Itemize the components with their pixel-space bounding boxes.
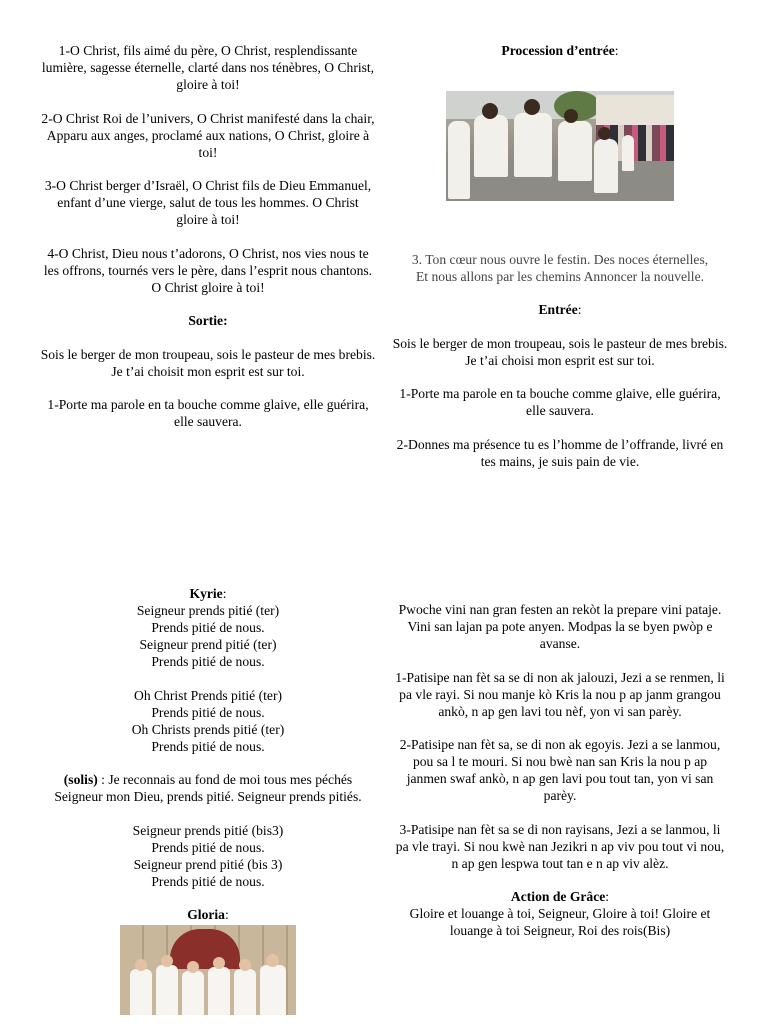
creole-verse-3: 3-Patisipe nan fèt sa se di non rayisans, Jezi a se lanmou, li pa vle trayi. Si nou kwè nan Jezikri n ap viv pou tout vi nou, n ap gen lespwa tout tan e n ap viv alèz.: [395, 821, 725, 871]
procession-verse-3-line2: Et nous allons par les chemins Annoncer la nouvelle.: [415, 269, 705, 284]
creole-verse-1: 1-Patisipe nan fèt sa se di non ak jalouzi, Jezi a se renmen, li pa vle rayi. Si nou manje kò Kris la nou p ap janm grangou ankò, n ap gen lavi tou nèf, yon vi san parèy.: [395, 669, 725, 719]
hymn-verse-3: 3-O Christ berger d’Israël, O Christ fils de Dieu Emmanuel, enfant d’une vierge, salut de tous les hommes. O Christ gloire à toi!: [44, 178, 372, 227]
gloria-photo: [120, 925, 296, 1015]
creole-verse-2: 2-Patisipe nan fèt sa, se di non ak egoyis. Jezi a se lanmou, pou sa l te mouri. Si nou bwè nan san Kris la nou p ap janmen swaf ankò, n ap gen lavi pou tout tan, yon vi san parèy.: [399, 737, 721, 803]
kyrie-line: Seigneur prend pitié (bis 3): [133, 856, 283, 872]
kyrie-heading: [40, 585, 376, 602]
action-title: Action de Grâce: [510, 889, 606, 904]
sortie-refrain: Sois le berger de mon troupeau, sois le pasteur de mes brebis. Je t’ai choisit mon esprit est sur toi.: [40, 346, 376, 379]
hymn-verse-2: 2-O Christ Roi de l’univers, O Christ manifesté dans la chair, Apparu aux anges, proclamé aux nations, O Christ, gloire à toi!: [41, 110, 375, 160]
solis-label: (solis): [63, 772, 98, 787]
procession-verse-3: [392, 251, 728, 285]
solis-paragraph: [40, 771, 376, 805]
column-right-top: [392, 42, 728, 486]
kyrie-line: Prends pitié de nous.: [151, 873, 265, 889]
entree-title: Entrée: [538, 302, 578, 317]
gloria-title: Gloria: [187, 907, 225, 922]
sortie-heading: Sortie:: [188, 313, 228, 328]
solis-text: : Je reconnais au fond de moi tous mes péchés Seigneur mon Dieu, prends pitié. Seigneur prends pitiés.: [54, 772, 362, 804]
kyrie-colon: :: [222, 586, 227, 601]
hymn-verse-1: 1-O Christ, fils aimé du père, O Christ, resplendissante lumière, sagesse éternelle, clarté dans nos ténèbres, O Christ, gloire à toi!: [41, 43, 375, 92]
column-left-bottom: [40, 585, 376, 1015]
kyrie-line: Oh Christ Prends pitié (ter): [134, 687, 282, 703]
gloria-heading: [40, 906, 376, 923]
kyrie-line: Seigneur prend pitié (ter): [139, 637, 277, 652]
kyrie-title: Kyrie: [189, 586, 223, 601]
sortie-verse-1: 1-Porte ma parole en ta bouche comme glaive, elle guérira, elle sauvera.: [47, 397, 369, 429]
procession-heading: [392, 42, 728, 59]
action-text: Gloire et louange à toi, Seigneur, Gloire à toi! Gloire et louange à toi Seigneur, Roi des rois(Bis): [409, 906, 711, 938]
creole-refrain: Pwoche vini nan gran festen an rekòt la prepare vini pataje. Vini san lajan pa pote anyen. Modpas la se byen pwòp e avanse.: [398, 602, 722, 651]
procession-verse-3-line1: 3. Ton cœur nous ouvre le festin. Des noces éternelles,: [411, 252, 709, 267]
entree-verse-2: 2-Donnes ma présence tu es l’homme de l’offrande, livré en tes mains, je suis pain de vie.: [396, 436, 724, 469]
entree-heading: [392, 301, 728, 318]
hymn-verse-4: 4-O Christ, Dieu nous t’adorons, O Christ, nos vies nous te les offrons, tournés vers le père, dans l’esprit nous chantons. O Christ gloire à toi!: [43, 245, 373, 295]
kyrie-line: Oh Christs prends pitié (ter): [131, 721, 285, 737]
entree-refrain: Sois le berger de mon troupeau, sois le pasteur de mes brebis. Je t’ai choisi mon esprit est sur toi.: [392, 335, 728, 368]
kyrie-line: Seigneur prends pitié (ter): [136, 603, 280, 618]
procession-title: Procession d’entrée: [501, 43, 615, 58]
action-colon: :: [605, 889, 610, 904]
kyrie-line: Prends pitié de nous.: [151, 654, 265, 669]
procession-colon: :: [614, 43, 619, 58]
column-right-bottom: [392, 601, 728, 939]
entree-colon: :: [577, 302, 582, 317]
action-heading: [392, 888, 728, 905]
kyrie-line: Prends pitié de nous.: [151, 738, 265, 754]
column-left-top: [40, 42, 376, 447]
kyrie-line: Prends pitié de nous.: [151, 839, 265, 855]
procession-photo: [446, 91, 674, 201]
gloria-colon: :: [224, 907, 229, 922]
entree-verse-1: 1-Porte ma parole en ta bouche comme glaive, elle guérira, elle sauvera.: [399, 386, 721, 418]
kyrie-line: Prends pitié de nous.: [151, 620, 265, 635]
kyrie-line: Seigneur prends pitié (bis3): [132, 822, 284, 838]
kyrie-line: Prends pitié de nous.: [151, 704, 265, 720]
